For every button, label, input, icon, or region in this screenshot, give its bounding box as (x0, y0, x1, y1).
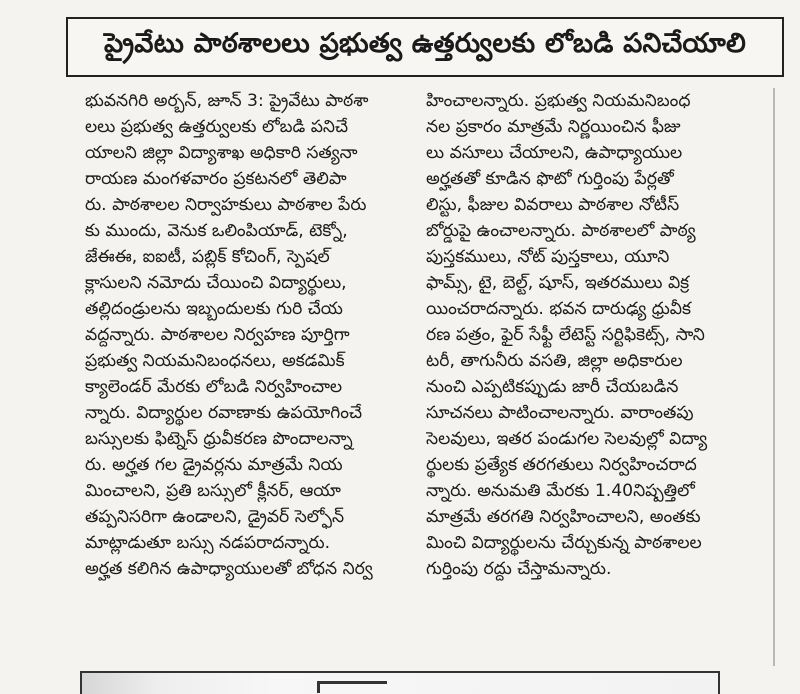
article-line: క్యాలెండర్ మేరకు లోబడి నిర్వహించాల (85, 377, 343, 397)
article-line: న్నారు. విద్యార్థుల రవాణాకు ఉపయోగించే (85, 403, 363, 423)
article-line: మించి విద్యార్థులను చేర్చుకున్న పాఠశాలల (426, 533, 702, 553)
article-line: బస్సులకు ఫిట్నెస్ ధ్రువీకరణ పొందాలన్నా (85, 429, 353, 449)
article-line: లలు ప్రభుత్వ ఉత్తర్వులకు లోబడి పనిచే (85, 117, 349, 137)
next-article-edge (80, 671, 720, 694)
column-rule (773, 88, 775, 666)
article-line: యించరాదన్నారు. భవన దారుఢ్య ధ్రువీక (426, 299, 691, 319)
article-line: మించాలని, ప్రతి బస్సులో క్లీనర్, ఆయా (85, 481, 341, 501)
next-article-mark (317, 681, 387, 693)
article-line: మాట్లాడుతూ బస్సు నడపరాదన్నారు. (85, 533, 331, 553)
article-line: రు. అర్హత గల డ్రైవర్లను మాత్రమే నియ (85, 455, 343, 475)
article-line: ప్రభుత్వ నియమనిబంధనలు, అకడమిక్ (85, 351, 345, 371)
article-line: టరీ, తాగునీరు వసతి, జిల్లా అధికారుల (426, 351, 683, 371)
article-column-right (426, 88, 726, 582)
article-column-left (85, 88, 403, 582)
article-line: సూచనలు పాటించాలన్నారు. వారాంతపు (426, 403, 694, 423)
article-line: మాత్రమే తరగతి నిర్వహించాలని, అంతకు (426, 507, 701, 527)
article-line: నుంచి ఎప్పటికప్పుడు జారీ చేయబడిన (426, 377, 679, 397)
article-line: వద్దన్నారు. పాఠశాలల నిర్వహణ పూర్తిగా (85, 325, 350, 345)
article-line: క్లాసులని నమోదు చేయించి విద్యార్థులు, (85, 273, 347, 293)
article-line: తల్లిదండ్రులను ఇబ్బందులకు గురి చేయ (85, 299, 343, 319)
article-line: భువనగిరి అర్బన్, జూన్ 3: ప్రైవేటు పాఠశా (85, 91, 369, 111)
article-line: సెలవులు, ఇతర పండుగల సెలవుల్లో విద్యా (426, 429, 708, 449)
article-line: రణ పత్రం, ఫైర్ సేఫ్టీ లేటెస్ట్ సర్టిఫికెట్స్, సాని (426, 325, 705, 345)
article-line: అర్హతతో కూడిన ఫొటో గుర్తింపు పేర్లతో (426, 169, 674, 189)
article-line: యాలని జిల్లా విద్యాశాఖ అధికారి సత్యనా (85, 143, 358, 163)
article-line: రు. పాఠశాలల నిర్వాహకులు పాఠశాల పేరు (85, 195, 367, 215)
article-line: ఫామ్స్, టై, బెల్ట్, షూస్, ఇతరములు విక్ర (426, 273, 690, 293)
article-line: లు వసూలు చేయాలని, ఉపాధ్యాయుల (426, 143, 683, 163)
article-line: తప్పనిసరిగా ఉండాలని, డ్రైవర్ సెల్ఫోన్ (85, 507, 345, 527)
article-line: బోర్డుపై ఉంచాలన్నారు. పాఠశాలలో పాఠ్య (426, 221, 696, 241)
article-line: హించాలన్నారు. ప్రభుత్వ నియమనిబంధ (426, 91, 691, 111)
article-line: కు ముందు, వెనుక ఒలింపియాడ్, టెక్నో, (85, 221, 348, 241)
article-line: గుర్తింపు రద్దు చేస్తామన్నారు. (426, 559, 612, 579)
article-line: రాయణ మంగళవారం ప్రకటనలో తెలిపా (85, 169, 347, 189)
article-line: జేఈఈ, ఐఐటీ, పబ్లిక్ కోచింగ్, స్పెషల్ (85, 247, 330, 267)
article-line: ర్థులకు ప్రత్యేక తరగతులు నిర్వహించరాద (426, 455, 697, 475)
headline-box (66, 17, 784, 77)
article-line: లిస్టు, ఫీజుల వివరాలు పాఠశాల నోటీస్ (426, 195, 680, 215)
article-line: నల ప్రకారం మాత్రమే నిర్ణయించిన ఫీజు (426, 117, 681, 137)
article-line: అర్హత కలిగిన ఉపాధ్యాయులతో బోధన నిర్వ (85, 559, 373, 579)
headline: ప్రైవేటు పాఠశాలలు ప్రభుత్వ ఉత్తర్వులకు లోబడి పనిచేయాలి (103, 28, 747, 59)
article-line: పుస్తకములు, నోట్ పుస్తకాలు, యూని (426, 247, 670, 267)
article-line: న్నారు. అనుమతి మేరకు 1.40నిష్పత్తిలో (426, 481, 695, 501)
